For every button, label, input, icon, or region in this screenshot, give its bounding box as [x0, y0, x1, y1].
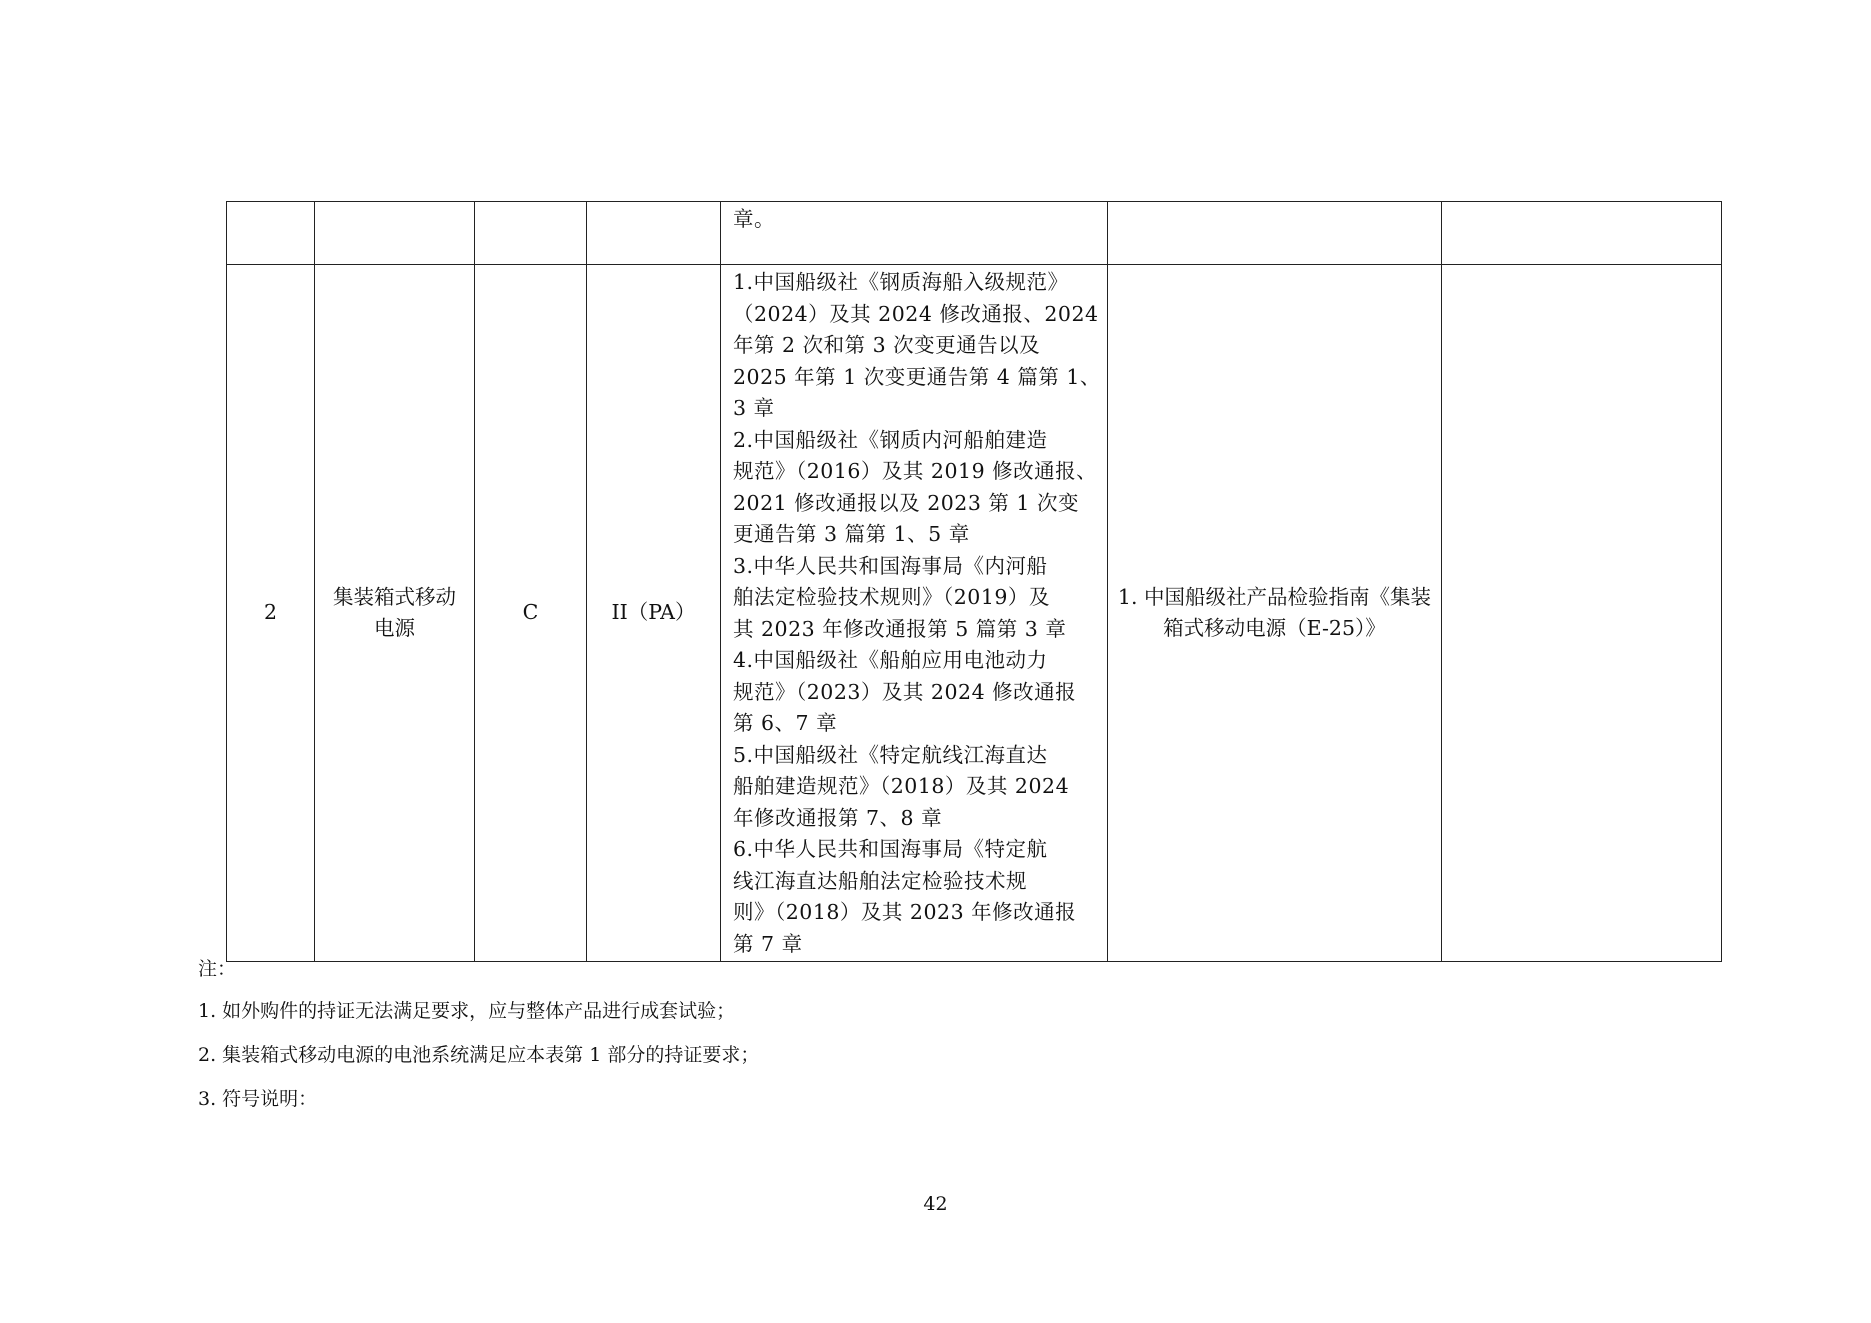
rules-continuation-text: 章。: [733, 207, 775, 231]
level-value: II（PA）: [611, 600, 696, 625]
cell-empty-level: [587, 202, 721, 265]
rules-line: 4.中国船级社《船舶应用电池动力: [733, 648, 1048, 672]
guide-line: 箱式移动电源（E-25）》: [1163, 616, 1386, 640]
note-item: 2. 集装箱式移动电源的电池系统满足应本表第 1 部分的持证要求；: [198, 1044, 760, 1066]
cell-rules-continuation: [721, 202, 1108, 265]
rules-line: 1.中国船级社《钢质海船入级规范》: [733, 270, 1069, 294]
row-index: 2: [263, 600, 278, 625]
rules-line: 规范》（2016）及其 2019 修改通报、: [733, 459, 1098, 483]
cell-empty-guide: [1107, 202, 1441, 265]
product-name-line: 电源: [374, 616, 415, 640]
cell-remarks: [1441, 265, 1721, 962]
cell-guide: [1107, 265, 1441, 962]
rules-line: 舶法定检验技术规则》（2019）及: [733, 585, 1050, 609]
rules-line: 3.中华人民共和国海事局《内河船: [733, 553, 1048, 578]
cell-empty-index: [227, 202, 315, 265]
cell-product-name: [315, 265, 475, 962]
rules-line: 线江海直达船舶法定检验技术规: [733, 868, 1027, 893]
product-name-line: 集装箱式移动: [333, 584, 456, 609]
guide-line: 1. 中国船级社产品检验指南《集装: [1117, 584, 1431, 609]
table-row-continuation: [227, 202, 1722, 265]
product-table: [226, 201, 1722, 962]
cell-empty-category: [475, 202, 587, 265]
note-item: 3. 符号说明：: [198, 1088, 318, 1110]
rules-line: 第 7 章: [733, 931, 803, 956]
rules-line: 3 章: [733, 396, 775, 420]
notes-heading: 注：: [198, 958, 237, 980]
rules-line: 年修改通报第 7、8 章: [733, 805, 943, 830]
rules-line: 2.中国船级社《钢质内河船舶建造: [733, 427, 1048, 452]
rules-line: 更通告第 3 篇第 1、5 章: [733, 522, 970, 546]
rules-line: 船舶建造规范》（2018）及其 2024: [733, 774, 1070, 798]
category-value: C: [522, 600, 539, 625]
rules-line: 年第 2 次和第 3 次变更通告以及: [733, 333, 1041, 357]
cell-level: [587, 265, 721, 962]
rules-line: 2021 修改通报以及 2023 第 1 次变: [733, 490, 1079, 515]
rules-line: 第 6、7 章: [733, 711, 838, 735]
rules-line: （2024）及其 2024 修改通报、2024: [733, 301, 1099, 326]
rules-line: 则》（2018）及其 2023 年修改通报: [733, 900, 1077, 924]
rules-line: 规范》（2023）及其 2024 修改通报: [733, 679, 1077, 704]
table-row: [227, 265, 1722, 962]
rules-line: 5.中国船级社《特定航线江海直达: [733, 742, 1048, 767]
notes-section: [198, 958, 759, 1132]
cell-rules: [721, 265, 1108, 962]
page-number: 42: [923, 1193, 948, 1215]
note-item: 1. 如外购件的持证无法满足要求，应与整体产品进行成套试验；: [198, 1000, 736, 1022]
rules-line: 6.中华人民共和国海事局《特定航: [733, 837, 1048, 861]
cell-category: [475, 265, 587, 962]
rules-line: 2025 年第 1 次变更通告第 4 篇第 1、: [733, 364, 1101, 389]
cell-empty-remarks: [1441, 202, 1721, 265]
rules-line: 其 2023 年修改通报第 5 篇第 3 章: [733, 616, 1067, 641]
cell-empty-name: [315, 202, 475, 265]
cell-index: [227, 265, 315, 962]
